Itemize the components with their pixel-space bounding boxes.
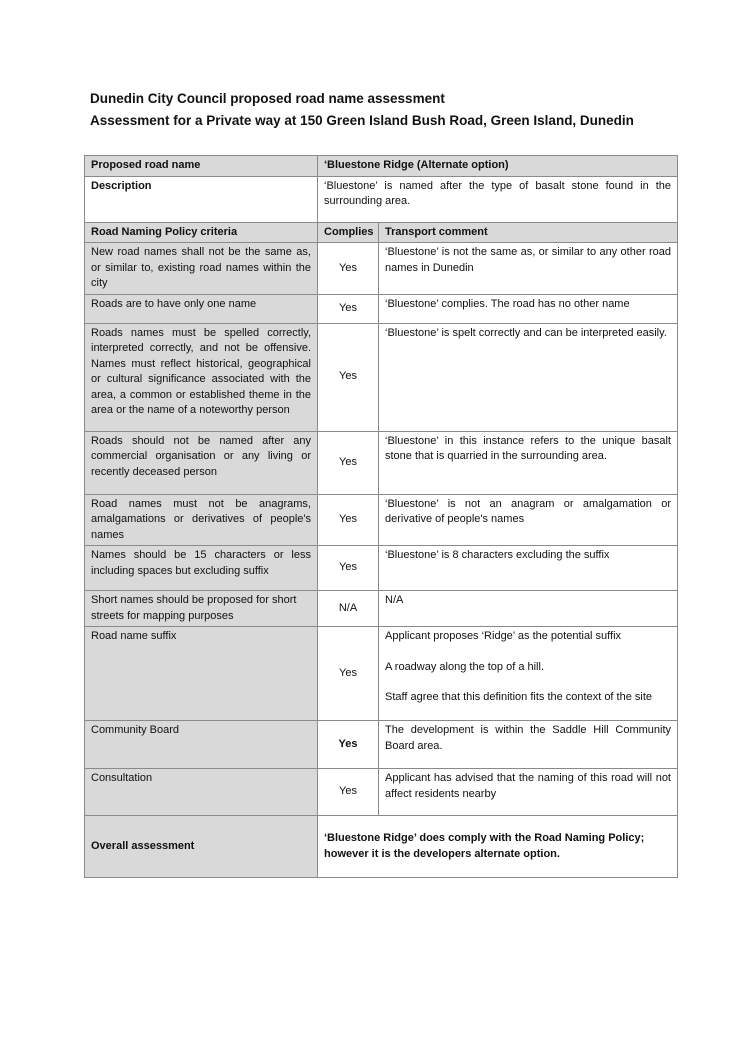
table-row bbox=[85, 494, 678, 546]
complies-cell: Yes bbox=[318, 323, 379, 431]
comment-header: Transport comment bbox=[379, 222, 678, 243]
criterion-cell: Community Board bbox=[85, 721, 318, 769]
criteria-header: Road Naming Policy criteria bbox=[85, 222, 318, 243]
comment-cell: ‘Bluestone’ is spelt correctly and can be interpreted easily. bbox=[379, 323, 678, 431]
complies-cell: Yes bbox=[318, 769, 379, 816]
criterion-cell: New road names shall not be the same as, or similar to, existing road names within the city bbox=[85, 243, 318, 295]
criterion-cell: Road names must not be anagrams, amalgamations or derivatives of people's names bbox=[85, 494, 318, 546]
complies-cell: Yes bbox=[318, 627, 379, 721]
complies-cell: Yes bbox=[318, 721, 379, 769]
comment-cell: ‘Bluestone’ is not the same as, or similar to any other road names in Dunedin bbox=[379, 243, 678, 295]
criterion-cell: Road name suffix bbox=[85, 627, 318, 721]
assessment-table bbox=[84, 155, 678, 878]
table-row bbox=[85, 721, 678, 769]
criterion-cell: Short names should be proposed for short streets for mapping purposes bbox=[85, 591, 318, 627]
criterion-cell: Consultation bbox=[85, 769, 318, 816]
document-title: Dunedin City Council proposed road name assessment bbox=[90, 91, 445, 106]
comment-cell: The development is within the Saddle Hill Community Board area. bbox=[379, 721, 678, 769]
table-row bbox=[85, 546, 678, 591]
criterion-cell: Roads are to have only one name bbox=[85, 294, 318, 323]
comment-paragraph: Applicant proposes ‘Ridge’ as the potential suffix bbox=[385, 630, 622, 642]
description-label: Description bbox=[85, 176, 318, 222]
comment-paragraph: A roadway along the top of a hill. bbox=[385, 660, 544, 673]
table-row bbox=[85, 243, 678, 295]
comment-cell: ‘Bluestone’ is 8 characters excluding the suffix bbox=[379, 546, 678, 591]
table-row bbox=[85, 323, 678, 431]
complies-cell: Yes bbox=[318, 294, 379, 323]
complies-cell: Yes bbox=[318, 243, 379, 295]
comment-cell: ‘Bluestone’ is not an anagram or amalgamation or derivative of people's names bbox=[379, 494, 678, 546]
criterion-cell: Roads should not be named after any commercial organisation or any living or recently deceased person bbox=[85, 431, 318, 494]
table-row bbox=[85, 627, 678, 721]
proposed-road-name-value: ‘Bluestone Ridge (Alternate option) bbox=[318, 156, 678, 177]
complies-cell: N/A bbox=[318, 591, 379, 627]
table-row bbox=[85, 294, 678, 323]
overall-assessment-label: Overall assessment bbox=[85, 816, 318, 878]
table-row bbox=[85, 769, 678, 816]
comment-cell: ‘Bluestone’ in this instance refers to the unique basalt stone that is quarried in the surrounding area. bbox=[379, 431, 678, 494]
overall-assessment-value: ‘Bluestone Ridge’ does comply with the Road Naming Policy; however it is the developers alternate option. bbox=[318, 816, 678, 878]
complies-cell: Yes bbox=[318, 494, 379, 546]
criterion-cell: Names should be 15 characters or less including spaces but excluding suffix bbox=[85, 546, 318, 591]
complies-cell: Yes bbox=[318, 431, 379, 494]
table-row bbox=[85, 431, 678, 494]
description-value: ‘Bluestone’ is named after the type of basalt stone found in the surrounding area. bbox=[318, 176, 678, 222]
document-subtitle: Assessment for a Private way at 150 Green Island Bush Road, Green Island, Dunedin bbox=[90, 113, 634, 128]
comment-cell: N/A bbox=[379, 591, 678, 627]
table-row bbox=[85, 591, 678, 627]
proposed-road-name-label: Proposed road name bbox=[85, 156, 318, 177]
comment-paragraph: Staff agree that this definition fits the context of the site bbox=[385, 691, 653, 703]
table-header-row bbox=[85, 222, 678, 243]
comment-cell bbox=[379, 627, 678, 721]
complies-cell: Yes bbox=[318, 546, 379, 591]
criterion-cell: Roads names must be spelled correctly, interpreted correctly, and not be offensive. Names must reflect historical, geographical or cultural significance associated with the area, a common or established theme in the area or the name of a noteworthy person bbox=[85, 323, 318, 431]
comment-cell: Applicant has advised that the naming of this road will not affect residents nearby bbox=[379, 769, 678, 816]
complies-header: Complies bbox=[318, 222, 379, 243]
comment-cell: ‘Bluestone’ complies. The road has no other name bbox=[379, 294, 678, 323]
